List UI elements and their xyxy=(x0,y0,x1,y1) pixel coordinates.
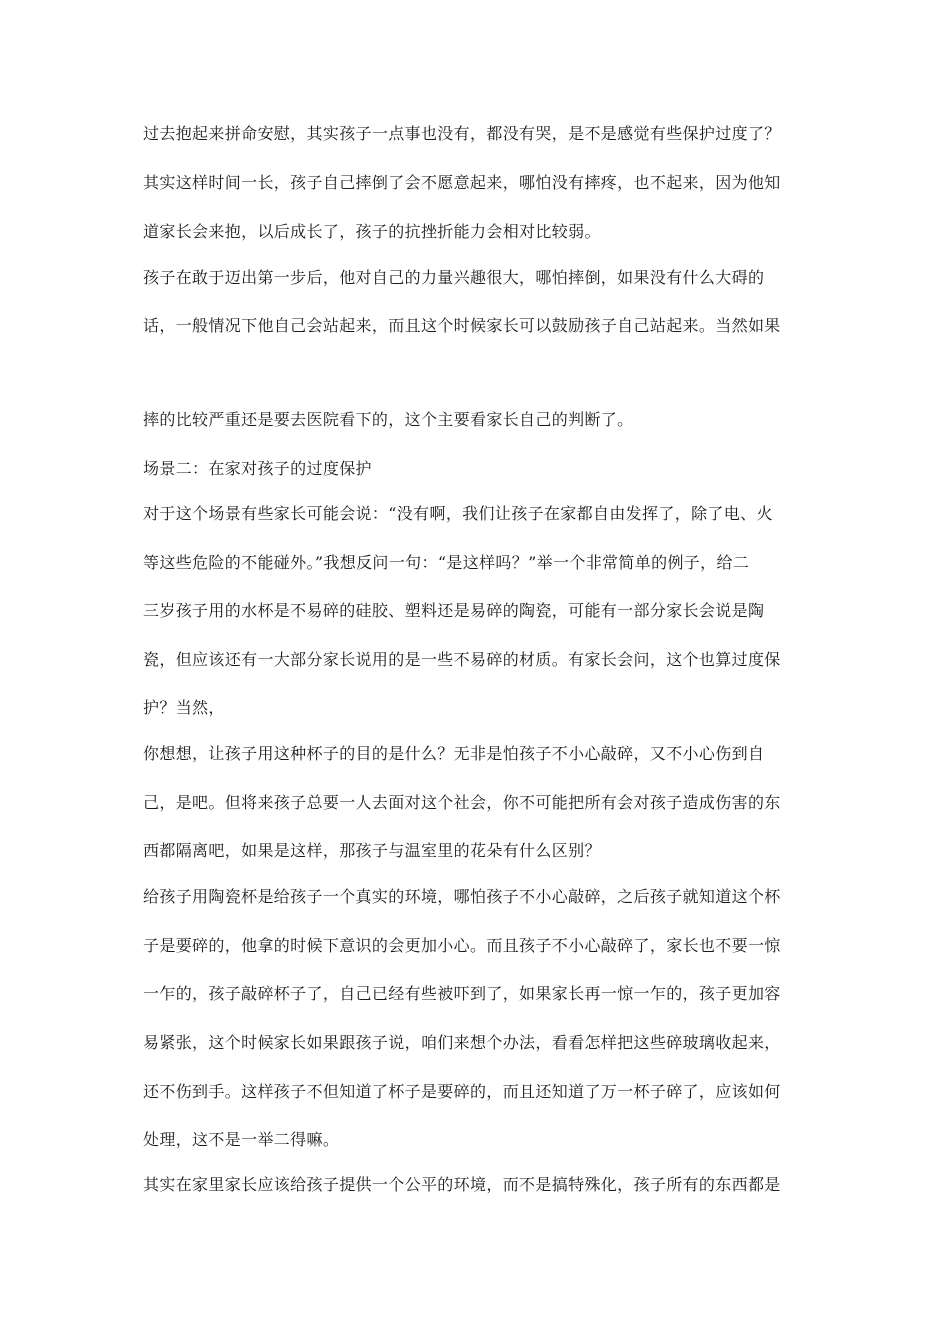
text-line: 其实在家里家长应该给孩子提供一个公平的环境，而不是搞特殊化，孩子所有的东西都是 xyxy=(143,1175,781,1194)
text-line: 护？当然， xyxy=(143,698,225,717)
text-line: 给孩子用陶瓷杯是给孩子一个真实的环境，哪怕孩子不小心敲碎，之后孩子就知道这个杯 xyxy=(143,887,781,906)
text-line: 瓷，但应该还有一大部分家长说用的是一些不易碎的材质。有家长会问，这个也算过度保 xyxy=(143,650,781,669)
text-line: 话，一般情况下他自己会站起来，而且这个时候家长可以鼓励孩子自己站起来。当然如果 xyxy=(143,316,781,335)
text-line: 己，是吧。但将来孩子总要一人去面对这个社会，你不可能把所有会对孩子造成伤害的东 xyxy=(143,793,781,812)
text-line: 等这些危险的不能碰外。”我想反问一句：“是这样吗？”举一个非常简单的例子，给二 xyxy=(143,553,750,572)
text-line: 处理，这不是一举二得嘛。 xyxy=(143,1130,340,1149)
text-line: 子是要碎的，他拿的时候下意识的会更加小心。而且孩子不小心敲碎了，家长也不要一惊 xyxy=(143,936,781,955)
text-line: 易紧张，这个时候家长如果跟孩子说，咱们来想个办法，看看怎样把这些碎玻璃收起来， xyxy=(143,1033,781,1052)
text-line: 你想想，让孩子用这种杯子的目的是什么？无非是怕孩子不小心敲碎，又不小心伤到自 xyxy=(143,744,765,763)
text-line: 还不伤到手。这样孩子不但知道了杯子是要碎的，而且还知道了万一杯子碎了，应该如何 xyxy=(143,1082,781,1101)
text-line: 孩子在敢于迈出第一步后，他对自己的力量兴趣很大，哪怕摔倒，如果没有什么大碍的 xyxy=(143,268,765,287)
text-line: 其实这样时间一长，孩子自己摔倒了会不愿意起来，哪怕没有摔疼，也不起来，因为他知 xyxy=(143,173,781,192)
text-line: 道家长会来抱，以后成长了，孩子的抗挫折能力会相对比较弱。 xyxy=(143,222,601,241)
text-line: 对于这个场景有些家长可能会说：“没有啊，我们让孩子在家都自由发挥了，除了电、火 xyxy=(143,504,773,523)
text-line: 三岁孩子用的水杯是不易碎的硅胶、塑料还是易碎的陶瓷，可能有一部分家长会说是陶 xyxy=(143,601,765,620)
text-line: 摔的比较严重还是要去医院看下的，这个主要看家长自己的判断了。 xyxy=(143,410,634,429)
section-heading: 场景二：在家对孩子的过度保护 xyxy=(143,459,372,478)
text-line: 西都隔离吧，如果是这样，那孩子与温室里的花朵有什么区别？ xyxy=(143,841,601,860)
text-line: 过去抱起来拼命安慰，其实孩子一点事也没有，都没有哭，是不是感觉有些保护过度了？ xyxy=(143,124,781,143)
text-line: 一乍的，孩子敲碎杯子了，自己已经有些被吓到了，如果家长再一惊一乍的，孩子更加容 xyxy=(143,984,781,1003)
